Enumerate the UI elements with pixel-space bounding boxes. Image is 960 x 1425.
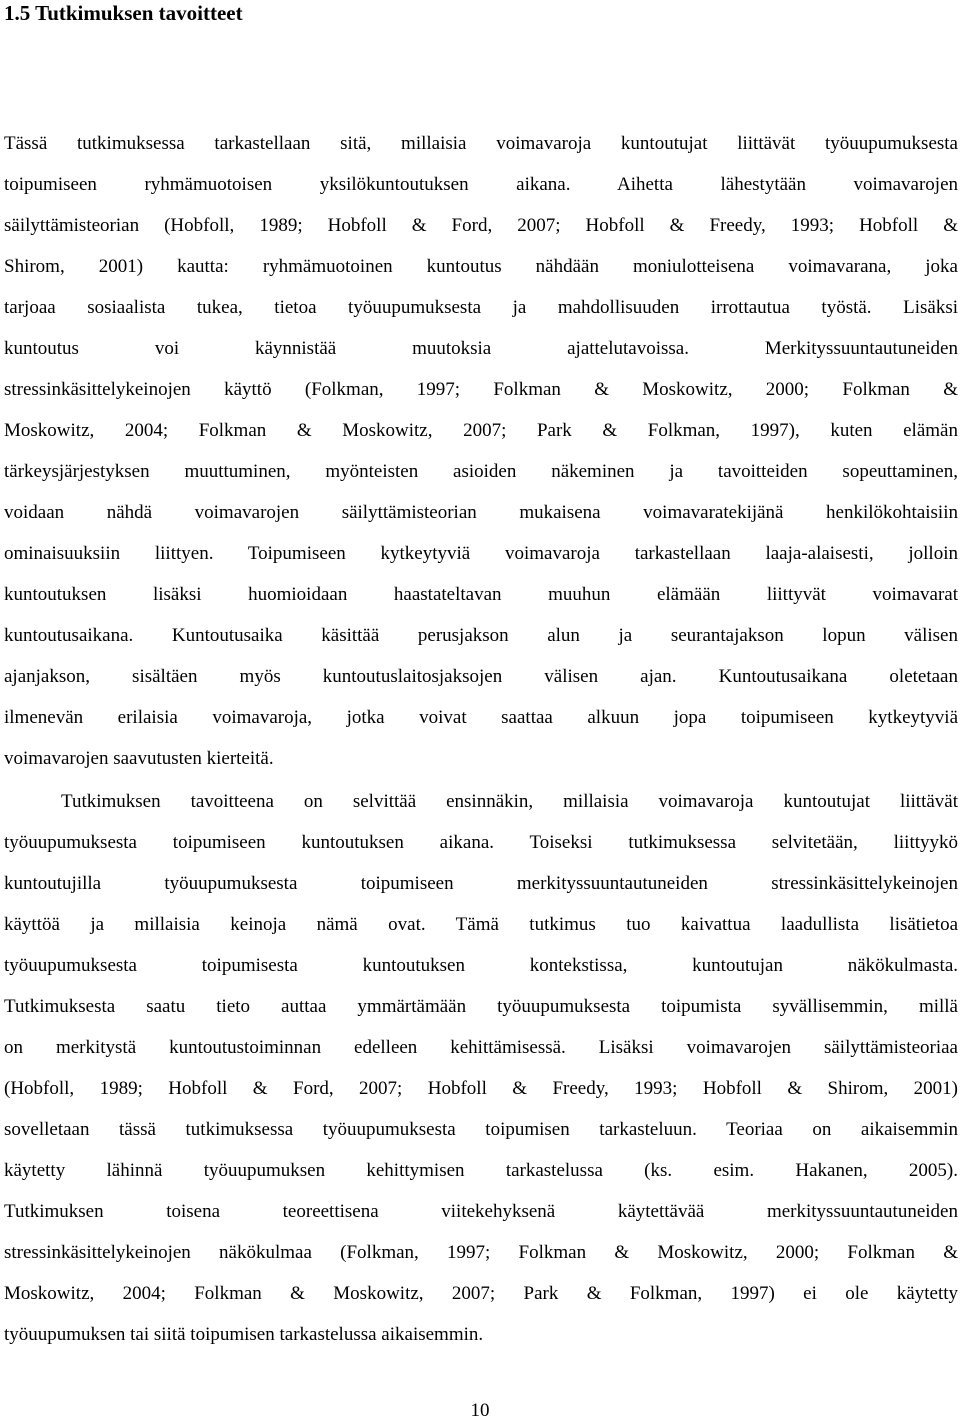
text-line: Tässä tutkimuksessa tarkastellaan sitä, millaisia voimavaroja kuntoutujat liittävät työuupumuksesta [4, 133, 958, 154]
text-line: käyttöä ja millaisia keinoja nämä ovat. Tämä tutkimus tuo kaivattua laadullista lisätietoa [4, 914, 958, 935]
text-line: ajanjakson, sisältäen myös kuntoutuslaitosjaksojen välisen ajan. Kuntoutusaikana oletetaan [4, 666, 958, 687]
text-line: Tutkimuksen tavoitteena on selvittää ensinnäkin, millaisia voimavaroja kuntoutujat liittävät [61, 791, 958, 812]
section-heading: 1.5 Tutkimuksen tavoitteet [4, 1, 243, 25]
text-line: voidaan nähdä voimavarojen säilyttämisteorian mukaisena voimavaratekijänä henkilökohtaisiin [4, 502, 958, 523]
text-line: stressinkäsittelykeinojen käyttö (Folkman, 1997; Folkman & Moskowitz, 2000; Folkman & [4, 379, 958, 400]
text-line: ilmenevän erilaisia voimavaroja, jotka voivat saattaa alkuun jopa toipumiseen kytkeytyviä [4, 707, 958, 728]
text-line: Moskowitz, 2004; Folkman & Moskowitz, 2007; Park & Folkman, 1997), kuten elämän [4, 420, 958, 441]
text-line: Moskowitz, 2004; Folkman & Moskowitz, 2007; Park & Folkman, 1997) ei ole käytetty [4, 1283, 958, 1304]
text-line: voimavarojen saavutusten kierteitä. [4, 748, 274, 769]
text-line: kuntoutujilla työuupumuksesta toipumiseen merkityssuuntautuneiden stressinkäsittelykeinojen [4, 873, 958, 894]
text-line: kuntoutus voi käynnistää muutoksia ajattelutavoissa. Merkityssuuntautuneiden [4, 338, 958, 359]
paragraph-1 [4, 123, 958, 779]
page-number: 10 [470, 1400, 490, 1421]
text-line: on merkitystä kuntoutustoiminnan edelleen kehittämisessä. Lisäksi voimavarojen säilyttämisteoriaa [4, 1037, 958, 1058]
text-line: Shirom, 2001) kautta: ryhmämuotoinen kuntoutus nähdään moniulotteisena voimavarana, joka [4, 256, 958, 277]
text-line: työuupumuksesta toipumisesta kuntoutuksen kontekstissa, kuntoutujan näkökulmasta. [4, 955, 958, 976]
text-line: työuupumuksesta toipumiseen kuntoutuksen aikana. Toiseksi tutkimuksessa selvitetään, liittyykö [4, 832, 958, 853]
text-line: tarjoaa sosiaalista tukea, tietoa työuupumuksesta ja mahdollisuuden irrottautua työstä. Lisäksi [4, 297, 958, 318]
text-line: Tutkimuksesta saatu tieto auttaa ymmärtämään työuupumuksesta toipumista syvällisemmin, millä [4, 996, 958, 1017]
text-line: Tutkimuksen toisena teoreettisena viitekehyksenä käytettävää merkityssuuntautuneiden [4, 1201, 958, 1222]
text-line: kuntoutuksen lisäksi huomioidaan haastateltavan muuhun elämään liittyvät voimavarat [4, 584, 958, 605]
text-line: sovelletaan tässä tutkimuksessa työuupumuksesta toipumisen tarkasteluun. Teoriaa on aikaisemmin [4, 1119, 958, 1140]
text-line: ominaisuuksiin liittyen. Toipumiseen kytkeytyviä voimavaroja tarkastellaan laaja-alaisesti, jolloin [4, 543, 958, 564]
text-line: stressinkäsittelykeinojen näkökulmaa (Folkman, 1997; Folkman & Moskowitz, 2000; Folkman & [4, 1242, 958, 1263]
text-line: tärkeysjärjestyksen muuttuminen, myönteisten asioiden näkeminen ja tavoitteiden sopeuttaminen, [4, 461, 958, 482]
text-line: toipumiseen ryhmämuotoisen yksilökuntoutuksen aikana. Aihetta lähestytään voimavarojen [4, 174, 958, 195]
paragraph-2 [4, 781, 958, 1355]
text-line: kuntoutusaikana. Kuntoutusaika käsittää perusjakson alun ja seurantajakson lopun välisen [4, 625, 958, 646]
text-line: (Hobfoll, 1989; Hobfoll & Ford, 2007; Hobfoll & Freedy, 1993; Hobfoll & Shirom, 2001) [4, 1078, 958, 1099]
text-line: käytetty lähinnä työuupumuksen kehittymisen tarkastelussa (ks. esim. Hakanen, 2005). [4, 1160, 958, 1181]
text-line: työuupumuksen tai siitä toipumisen tarkastelussa aikaisemmin. [4, 1324, 484, 1345]
text-line: säilyttämisteorian (Hobfoll, 1989; Hobfoll & Ford, 2007; Hobfoll & Freedy, 1993; Hobfoll & [4, 215, 958, 236]
